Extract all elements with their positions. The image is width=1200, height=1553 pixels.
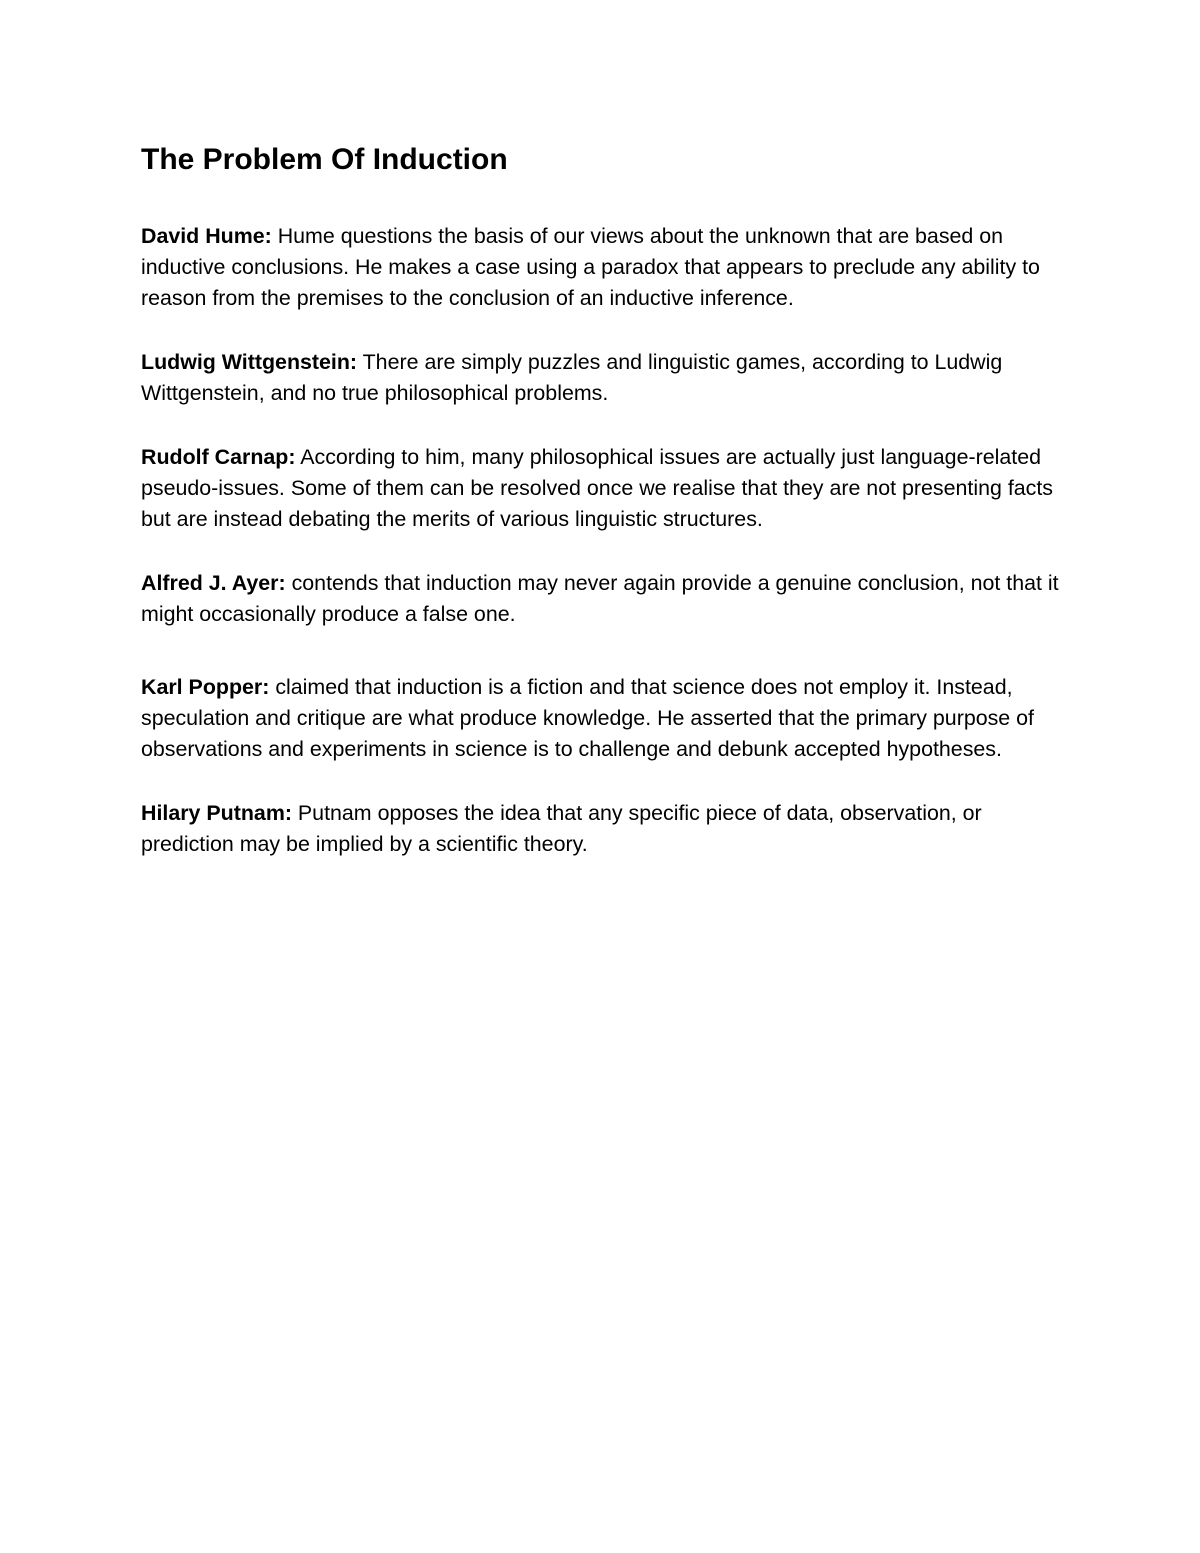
entry-name: Rudolf Carnap: xyxy=(141,445,296,469)
entry-alfred-ayer xyxy=(141,568,1071,630)
entry-karl-popper xyxy=(141,672,1071,765)
document-title: The Problem Of Induction xyxy=(141,143,508,176)
entry-ludwig-wittgenstein xyxy=(141,347,1071,409)
entry-name: Karl Popper: xyxy=(141,675,270,699)
entry-text: Hume questions the basis of our views about the unknown that are based on inductive conclusions. He makes a case using a paradox that appears to preclude any ability to reason from the premises to the conclusion of an inductive inference. xyxy=(141,224,1040,310)
entry-rudolf-carnap xyxy=(141,442,1071,535)
entry-text: There are simply puzzles and linguistic games, according to Ludwig Wittgenstein, and no true philosophical problems. xyxy=(141,350,1003,405)
entry-text: According to him, many philosophical issues are actually just language-related pseudo-issues. Some of them can be resolved once we realise that they are not presenting facts but are instead debating the merits of various linguistic structures. xyxy=(141,445,1053,531)
entry-text: contends that induction may never again provide a genuine conclusion, not that it might occasionally produce a false one. xyxy=(141,571,1059,626)
entry-name: Ludwig Wittgenstein: xyxy=(141,350,358,374)
entry-hilary-putnam xyxy=(141,798,1071,860)
entry-name: Alfred J. Ayer: xyxy=(141,571,286,595)
entry-name: Hilary Putnam: xyxy=(141,801,292,825)
entry-david-hume xyxy=(141,221,1071,314)
entry-text: Putnam opposes the idea that any specific piece of data, observation, or prediction may be implied by a scientific theory. xyxy=(141,801,982,856)
entry-name: David Hume: xyxy=(141,224,272,248)
document-body xyxy=(141,141,1071,860)
entry-text: claimed that induction is a fiction and that science does not employ it. Instead, speculation and critique are what produce knowledge. He asserted that the primary purpose of observations and experiments in science is to challenge and debunk accepted hypotheses. xyxy=(141,675,1034,761)
